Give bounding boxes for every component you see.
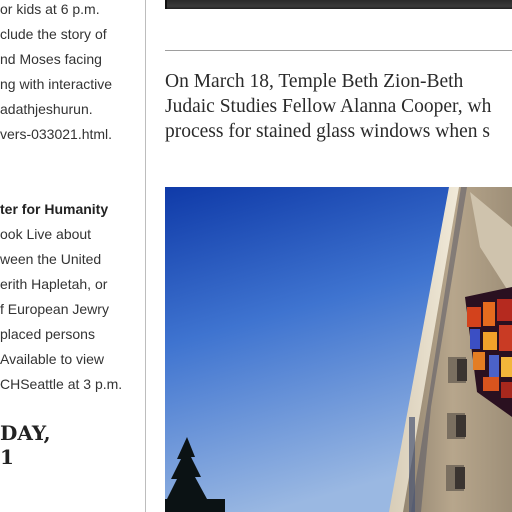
day-heading: DAY, xyxy=(0,421,51,445)
event-text-line: CHSeattle at 3 p.m. xyxy=(0,376,123,392)
date-heading: 1 xyxy=(0,445,14,469)
event-text-line: ng with interactive xyxy=(0,76,113,92)
article-line: Judaic Studies Fellow Alanna Cooper, wh xyxy=(165,96,492,117)
event-text-line: Available to view xyxy=(0,351,105,367)
synagogue-photo xyxy=(165,187,512,512)
event-text-line: vers-033021.html. xyxy=(0,126,113,142)
article-line: On March 18, Temple Beth Zion-Beth xyxy=(165,71,464,92)
event-text-line: ween the United xyxy=(0,251,102,267)
event-text-line: placed persons xyxy=(0,326,95,342)
top-photo-strip xyxy=(165,0,512,9)
event-title: ter for Humanity xyxy=(0,201,109,217)
synagogue-photo-graphic xyxy=(165,187,512,512)
top-photo-edge xyxy=(165,0,167,9)
event-text-line: clude the story of xyxy=(0,26,107,42)
event-text-line: erith Hapletah, or xyxy=(0,276,108,292)
event-text-line: ook Live about xyxy=(0,226,92,242)
event-text-line: nd Moses facing xyxy=(0,51,102,67)
section-rule xyxy=(165,50,512,51)
article-line: process for stained glass windows when s xyxy=(165,121,490,142)
column-divider xyxy=(145,0,146,512)
event-text-line: adathjeshurun. xyxy=(0,101,93,117)
events-column xyxy=(0,0,145,512)
event-text-line: f European Jewry xyxy=(0,301,109,317)
event-text-line: or kids at 6 p.m. xyxy=(0,1,100,17)
